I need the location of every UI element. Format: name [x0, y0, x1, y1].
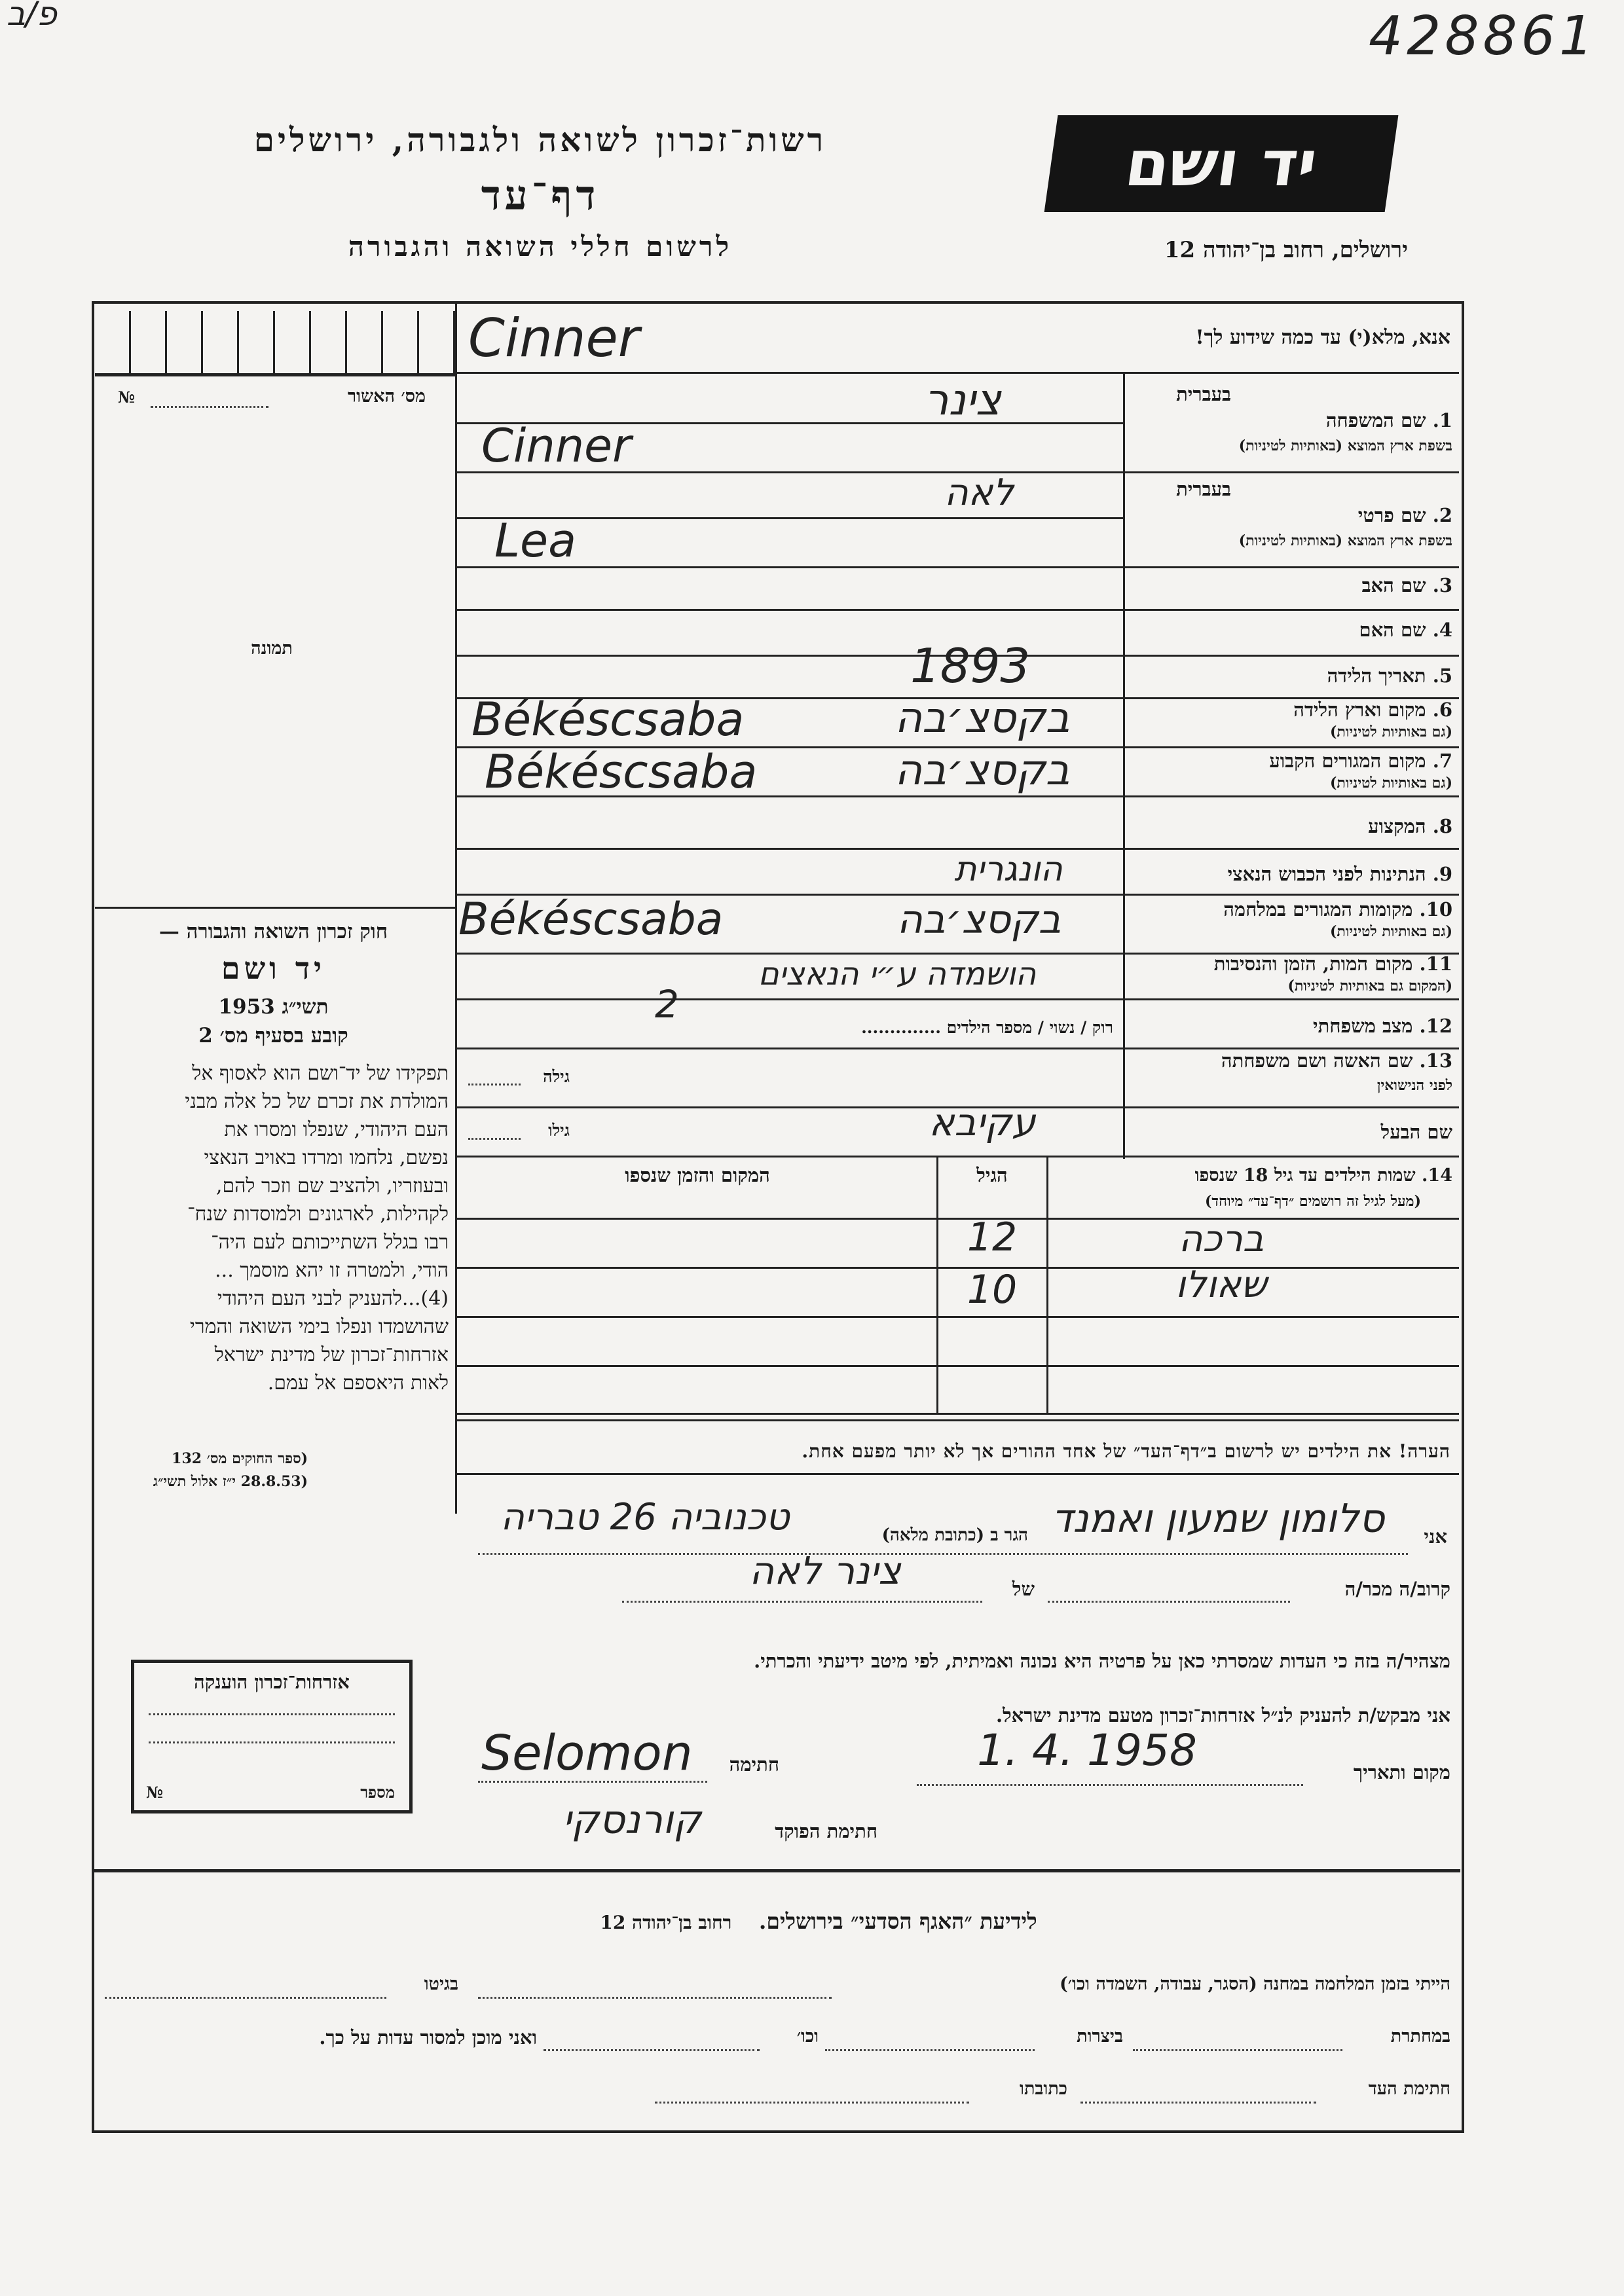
field-12-status-options: רוק / נשוי / מספר הילדים .............. [861, 1018, 1113, 1037]
children-row-line [457, 1365, 1459, 1367]
relation-value[interactable]: צינר לאה [749, 1548, 901, 1593]
field-11-label [1126, 953, 1452, 975]
approval-ticks [95, 311, 455, 375]
field-3-title: שם האב [1361, 574, 1426, 596]
bottom-line1-a: הייתי בזמן המלחמה במחנה (הסגר, עבודה, השמדה וכו׳) [1060, 1974, 1450, 1994]
field-1-title: שם המשפחה [1325, 409, 1426, 431]
bottom-line2-a: במחתרת [1390, 2026, 1450, 2047]
signature-line [478, 1781, 707, 1783]
citizenship-number [146, 1783, 395, 1802]
bottom-address: רחוב בן־יהודה 12 [600, 1912, 732, 1933]
field-10-label [1126, 898, 1452, 921]
law-title: חוק זכרון השואה והגבורה — [158, 920, 388, 943]
law-section: קובע בסעיף מס׳ 2 [198, 1024, 348, 1048]
law-line: תפקידו של יד־ושם הוא לאסוף אל [192, 1062, 449, 1085]
field-13-label [1126, 1049, 1452, 1072]
field-12-status-text: רוק / נשוי / מספר הילדים [946, 1018, 1113, 1037]
bottom-section-top [93, 1869, 1460, 1872]
field-12-label [1133, 1015, 1452, 1038]
field-1-value-latin[interactable]: Cinner [481, 419, 631, 473]
bottom-line1-b: בגיטו [424, 1974, 458, 1994]
field-3-num: 3. [1432, 574, 1452, 596]
husband-value[interactable]: עקיבא [929, 1100, 1036, 1144]
field-4-label [1133, 619, 1452, 642]
witness-signature-line[interactable] [1080, 2102, 1316, 2104]
field-6-title: מקום וארץ הלידה [1293, 699, 1426, 721]
law-line: (4)...להעניק לבני העם היהודי [217, 1287, 449, 1310]
field-12-title: מצב משפחתי [1313, 1015, 1413, 1037]
citizenship-line [149, 1713, 395, 1715]
field-5-title: תאריך הלידה [1327, 665, 1426, 687]
field-7-num: 7. [1432, 750, 1452, 772]
declaration-statement: מצהיר/ה בזה כי העדות שמסרתי כאן על פרטיה היא נכונה ואמיתית, לפי מיטב ידיעתי והכרתי. [754, 1650, 1450, 1672]
field-9-title: הנתינות לפני הכבוש הנאצי [1227, 863, 1426, 885]
field-6-num: 6. [1432, 699, 1452, 721]
partisans-line[interactable] [825, 2049, 1035, 2051]
law-line: רבו בגלל השתייכותם לעם היה־ [211, 1231, 449, 1254]
declaration-request: אני מבקש/ת להעניק לנ״ל אזרחות־זכרון מטעם מדינת ישראל. [996, 1704, 1450, 1726]
approval-label: מס׳ האשור [347, 386, 426, 407]
field-5-num: 5. [1432, 665, 1452, 687]
field-2-title: שם פרטי [1357, 504, 1426, 526]
field-5-label [1133, 665, 1452, 687]
field-5-value[interactable]: 1893 [910, 638, 1031, 693]
underground-line[interactable] [1133, 2049, 1342, 2051]
instruction-row-bottom [457, 372, 1459, 374]
witness-address[interactable]: טכנוביה 26 טבריה [500, 1496, 790, 1539]
date-value[interactable]: 1. 4. 1958 [977, 1725, 1197, 1776]
date-line [917, 1784, 1303, 1786]
field-10-title: מקומות המגורים במלחמה [1223, 898, 1413, 920]
law-line: נפשם, נלחמו ומרדו באויב הנאצי [204, 1146, 449, 1169]
field-11-value[interactable]: הושמדה ע״י הנאצים [758, 956, 1037, 993]
field-9-value[interactable]: הונגרית [954, 850, 1063, 889]
child-2-name[interactable]: שאולו [1175, 1264, 1267, 1306]
field-2-num: 2. [1432, 504, 1452, 526]
note-row-top [457, 1419, 1459, 1421]
label-column-divider [1123, 373, 1125, 1159]
field-1-note: בשפת ארץ המוצא (באותיות לטיניות) [1238, 437, 1452, 454]
law-line: הודי, ולמטרה זו יהא מוסמך ... [215, 1259, 449, 1282]
field-6-note: (גם באותיות לטיניות) [1329, 723, 1452, 740]
row-line [457, 998, 1459, 1000]
law-line: העם היהודי, שנפלו ומסרו את [224, 1118, 449, 1141]
note-text: הערה! את הילדים יש לרשום ב״דף־העד״ של אחד ההורים אך לא יותר מפעם אחת. [802, 1440, 1450, 1462]
law-line: לאות היאספם אל עמם. [267, 1372, 449, 1394]
field-13-note: לפני הנישואין [1376, 1077, 1452, 1094]
law-line: לקהילות, לארגונים ולמוסדות שנח־ [187, 1203, 449, 1226]
bottom-heading-row [458, 1908, 1179, 1935]
field-13-num: 13. [1419, 1049, 1452, 1072]
field-9-num: 9. [1432, 863, 1452, 885]
approval-line[interactable] [151, 406, 268, 408]
field-6-value-latin[interactable]: Békéscsaba [471, 693, 745, 746]
field-10-note: (גם באותיות לטיניות) [1329, 923, 1452, 940]
children-row-line [457, 1413, 1459, 1415]
bottom-line2-d: ואני מוכן למסור עדות על כך. [319, 2026, 537, 2049]
left-column-divider [455, 302, 457, 1514]
children-num: 14. [1422, 1165, 1452, 1186]
row-line [457, 1156, 1459, 1157]
child-1-age[interactable]: 12 [967, 1214, 1018, 1260]
field-7-label [1133, 750, 1452, 773]
field-2-value-hebrew[interactable]: לאה [944, 471, 1014, 514]
citizenship-number-label: מספר [360, 1783, 395, 1802]
address: ירושלים, רחוב בן־יהודה 12 [1164, 237, 1408, 263]
field-2-lang: בעברית [1176, 478, 1231, 500]
field-6-value-hebrew[interactable]: בקסצ׳בה [895, 694, 1070, 742]
field-1-label [1133, 409, 1452, 432]
witness-address-bottom-line[interactable] [655, 2102, 969, 2104]
photo-label: תמונה [251, 638, 293, 659]
form-title: דף־עד [481, 172, 600, 219]
bottom-heading: לידיעת ״האגף הסדעי״ בירושלים. [758, 1908, 1037, 1934]
approval-no-sign: № [118, 388, 136, 407]
children-age-right [1046, 1157, 1048, 1413]
field-8-label [1133, 815, 1452, 838]
law-text [101, 1059, 449, 1397]
field-7-title: מקום המגורים הקבוע [1269, 750, 1426, 772]
citizenship-box-title: אזרחות־זכרון הוענקה [194, 1671, 350, 1693]
etc-line[interactable] [544, 2049, 760, 2051]
witness-name[interactable]: סלומון שמעון ואמנד [1051, 1496, 1385, 1542]
bottom-line2-b: ביצרות [1077, 2026, 1123, 2047]
law-line: ובעוזריו, ולהציב שם וזכר להם, [215, 1175, 449, 1197]
field-10-value-latin[interactable]: Békéscsaba [458, 894, 724, 945]
husband-age-label: גילו [548, 1121, 570, 1140]
archive-number: 428861 [1369, 5, 1598, 67]
logo-text: יד ושם [1120, 127, 1322, 200]
children-age-left [936, 1157, 938, 1413]
bottom-line3-a: חתימת העד [1368, 2079, 1450, 2099]
field-13-title: שם האשה ושם משפחתה [1221, 1049, 1413, 1072]
of-label: של [1012, 1578, 1035, 1600]
ghetto-line[interactable] [105, 1997, 386, 1999]
corner-mark: פ/ב [7, 0, 57, 33]
husband-age-line[interactable] [468, 1138, 521, 1140]
relation-value-line [622, 1601, 982, 1603]
field-7-note: (גם באותיות לטיניות) [1329, 774, 1452, 792]
bottom-line3-b: כתובתו [1020, 2079, 1067, 2099]
field-2-label [1133, 504, 1452, 527]
yad-vashem-logo [1044, 115, 1399, 212]
photo-area-top [95, 374, 455, 376]
photo-area-bottom [95, 907, 455, 909]
wife-age-line[interactable] [468, 1084, 521, 1085]
relation-label: קרוב/ה מכר/ה [1344, 1578, 1450, 1600]
children-header-note: (מעל לגיל זה רושמים ״דף־עד״ מיוחד) [1204, 1193, 1421, 1210]
child-2-age[interactable]: 10 [967, 1267, 1018, 1313]
law-line: אזרחות־זכרון של מדינת ישראל [214, 1343, 449, 1366]
field-10-num: 10. [1419, 898, 1452, 920]
law-reference-date: (28.8.53 י״ז אלול תשי״ג [153, 1473, 308, 1490]
lives-label: הגר ב (כתובת מלאה) [881, 1525, 1028, 1545]
field-11-title: מקום המות, הזמן והנסיבות [1213, 953, 1413, 975]
place-date-label: מקום ותאריך [1353, 1761, 1450, 1783]
citizenship-box [131, 1660, 413, 1813]
form-subtitle: לרשום חללי השואה והגבורה [348, 230, 733, 263]
instruction: אנא, מלא(י) עד כמה שידוע לך! [1195, 326, 1450, 349]
officer-value[interactable]: קורנסקי [563, 1797, 701, 1843]
children-age-header: הגיל [976, 1164, 1008, 1186]
children-title: שמות הילדים עד גיל 18 שנספו [1194, 1165, 1416, 1186]
law-line: המולדת את זכרם של כל אלה מבני [185, 1090, 449, 1113]
field-1-value-hebrew[interactable]: צינר [924, 374, 1001, 425]
field-8-title: המקצוע [1368, 815, 1426, 837]
signature-label: חתימה [729, 1753, 779, 1776]
field-2-note: בשפת ארץ המוצא (באותיות לטיניות) [1238, 532, 1452, 549]
field-8-num: 8. [1432, 815, 1452, 837]
signature-value[interactable]: Selomon [481, 1725, 693, 1781]
field-4-num: 4. [1432, 619, 1452, 641]
field-9-label [1133, 863, 1452, 886]
field-12-num: 12. [1419, 1015, 1452, 1037]
field-1-num: 1. [1432, 409, 1452, 431]
field-10-value-hebrew[interactable]: בקסצ׳בה [896, 897, 1061, 943]
field-11-num: 11. [1419, 953, 1452, 975]
field-6-label [1133, 699, 1452, 721]
citizenship-no-sign: № [146, 1783, 164, 1802]
children-header [1054, 1165, 1452, 1186]
bottom-line2-c: וכו׳ [796, 2026, 819, 2047]
children-row-line [457, 1316, 1459, 1318]
note-row-bottom [457, 1473, 1459, 1475]
field-7-value-latin[interactable]: Békéscsaba [485, 745, 758, 799]
field-1-lang: בעברית [1176, 383, 1231, 405]
children-place-header: המקום והזמן שנספו [625, 1164, 770, 1186]
law-line: שהושמדו ונפלו בימי השואה והמרי [189, 1315, 449, 1338]
field-3-label [1133, 574, 1452, 597]
citizenship-line [149, 1741, 395, 1743]
declaration-i: אני [1424, 1525, 1447, 1548]
law-name: יד ושם [221, 951, 326, 986]
row-line [457, 609, 1459, 611]
law-reference: (ספר החוקים מס׳ 132 [172, 1450, 308, 1467]
husband-label: שם הבעל [1380, 1121, 1452, 1143]
child-1-name[interactable]: ברכה [1178, 1218, 1264, 1260]
authority-name: רשות־זכרון לשואה ולגבורה, ירושלים [253, 120, 827, 159]
row-line [457, 566, 1459, 568]
field-7-value-hebrew[interactable]: בקסצ׳בה [895, 746, 1070, 795]
relation-line [1048, 1601, 1290, 1603]
field-2-value-latin[interactable]: Lea [494, 514, 576, 568]
camp-line[interactable] [478, 1997, 832, 1999]
field-4-title: שם האם [1359, 619, 1426, 641]
wife-age-label: גילה [543, 1067, 570, 1086]
handwritten-surname-top: Cinner [468, 308, 640, 369]
field-12-children-count[interactable]: 2 [655, 982, 679, 1027]
field-11-note: (המקום גם באותיות לטיניות) [1287, 977, 1452, 994]
officer-label: חתימת הפוקד [775, 1820, 877, 1842]
law-year: תשי״ג 1953 [218, 995, 329, 1019]
